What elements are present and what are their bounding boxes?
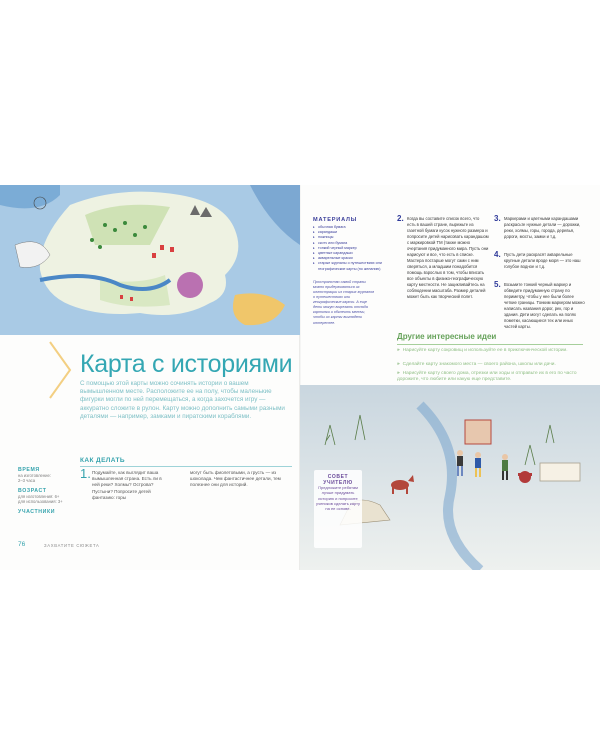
material-item: ▸ скотч или бумага (313, 241, 391, 246)
material-item: ▸ акварельные краски (313, 256, 391, 261)
materials-heading: МАТЕРИАЛЫ (313, 217, 358, 223)
material-item: ▸ карандаши (313, 230, 391, 235)
meta-participants-heading: УЧАСТНИКИ (18, 508, 56, 515)
running-head: ЗАХВАТИТЕ СЮЖЕТА (44, 543, 100, 548)
meta-time-heading: ВРЕМЯ (18, 467, 40, 473)
material-item: ▸ тонкий черный маркер (313, 246, 391, 251)
page-number: 76 (18, 541, 26, 548)
teacher-tip-heading: СОВЕТ УЧИТЕЛЮ (323, 474, 353, 486)
step-3-number: 3. (494, 214, 501, 223)
step-3-text: Маркерами и цветными карандашами раскрасьте нужные детали — дорожки, реки, холмы, горы, города, деревья, дороги, мосты, замки и т.д. (504, 216, 581, 239)
material-item: ▸ цветные карандаши (313, 251, 391, 256)
step-1-text-col1: Подумайте, как выглядит ваша вымышленная страна. Есть ли в ней реки? Холмы? Острова? Пустыни? Попросите детей фантазию: горы (92, 470, 162, 500)
other-idea-item: » Сделайте карту знакомого места — своего района, школы или дачи. (397, 362, 556, 367)
material-item: ▸ старые журналы о путешествиях или географические карты (по желанию) (313, 261, 391, 271)
step-5-number: 5. (494, 280, 501, 289)
step-4-number: 4. (494, 250, 501, 259)
step-1-text-col2: могут быть фиолетовыми, а грусть — из шоколада. Чем фантастичнее детали, тем полезнее они для историй. (190, 470, 281, 488)
materials-note: Пространство самой страны можно придерживаться из иллюстрации из старых журналов о путешествиях или географические карты. А еще дети могут вырезать отсюда картинки и обклеить мелочи, чтобы их карты выглядели интереснее. (313, 279, 375, 325)
other-idea-item: » Нарисуйте карту своего дома, отрезки или ходы и отправьте их в его по часто дорожите, что любите или какую еще представите. (397, 371, 577, 383)
page-title: Карта с историями (80, 350, 293, 378)
teacher-tip-text: Предложите ребятам лучше придумать историю и попросите учеников сделать карту на ее основе. (316, 485, 361, 512)
step-2-text: Когда вы составите список всего, что есть в вашей стране, вырежьте из газетной бумаги кусок нужного размера и попросите детей нарисовать карандашом с маркировкой TM (также можно очертания придуманного мира. Пусть они нарисуют и все, что есть в списке. Мастера постарше могут сами с ним сверяться, а младшим понадобится помощь взрослых в том, чтобы вписать все объекты в физико-географическую карту местности. Не зацикливайтесь на соблюдении масштаба. Размер деталей может быть как творческий полет. (407, 216, 489, 299)
other-ideas-divider (397, 344, 583, 345)
meta-age-value: для изготовления: 6+ для использования: 3+ (18, 493, 63, 505)
meta-age-heading: ВОЗРАСТ (18, 487, 47, 494)
meta-sidebar (18, 463, 78, 515)
other-ideas-heading: Другие интересные идеи (397, 332, 497, 341)
material-item: ▸ обычная бумага (313, 225, 391, 230)
howto-divider (80, 466, 292, 467)
chevron-decoration-icon (46, 340, 76, 400)
step-4-text: Пусть дети раскрасят акварельные крупные детали вроде моря — это наш голубое водное и т.д. (504, 252, 581, 269)
howto-heading: КАК ДЕЛАТЬ (80, 457, 125, 464)
other-idea-item: » Нарисуйте карту сокровищ и используйте ее в приключенческой истории. (397, 348, 568, 353)
step-1-number: 1. (80, 466, 91, 481)
step-2-number: 2. (397, 214, 404, 223)
intro-paragraph: С помощью этой карты можно сочинять истории о вашем вымышленном месте. Расположите ее на полу, чтобы маленькие фигурки могли по ней перемещаться, а когда захочется игру — аккуратно сложите в рулон. Карту можно дополнить самыми разными деталями — например, замками и пиратскими кораблями. (80, 380, 285, 420)
story-map-photo (0, 185, 300, 335)
materials-box (313, 217, 391, 326)
material-item: ▸ ножницы (313, 235, 391, 240)
step-5-text: Возьмите тонкий черный маркер и обведите придуманную страну по периметру, чтобы у нее были более четкие границы. Тонким маркером можно написать названия дорог, рек, гор и здания. Дети могут сделать на полях пометки, касающиеся тех или иных частей карты. (504, 282, 585, 329)
meta-time-value: на изготовление: 2–3 часа (18, 473, 51, 484)
